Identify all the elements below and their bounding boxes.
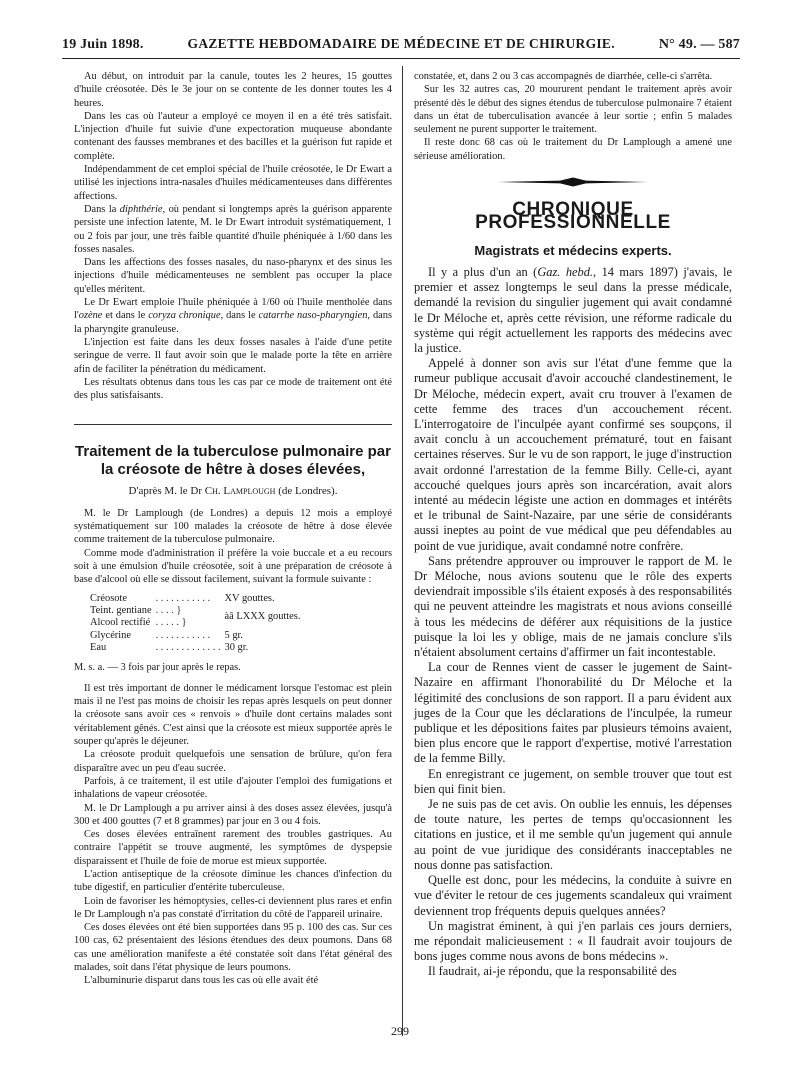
- paragraph: Appelé à donner son avis sur l'état d'une femme que la rumeur publique accusait d'avoir accouché clandestinement, le Dr Méloche, médecin expert, avait cru trouver à l'examen de cette femme des traces d'un accouchement récent. L'interrogatoire de l'inculpée ayant confirmé ses soupçons, il avait conclu à un accouchement prématuré, tout en faisant certaines réserves. Sur le vu de son rapport, le juge d'instruction avait ordonné l'arrestation de la femme Billy. Celle-ci, ayant accouché quelques jours après son incarcération, avait alors intenté au médecin légiste une action en dommages et intérêts et le tribunal de Saint-Nazaire, par une série de considérants aussi ineptes au point de vue médical que peu défendables au point de vue juridique, avait condamné notre confrère.: [414, 356, 732, 553]
- paragraph: Loin de favoriser les hémoptysies, celles-ci deviennent plus rares et enfin le Dr Lamplough n'a pas constaté d'irritation du côté de l'appareil urinaire.: [74, 895, 392, 920]
- column-divider: [402, 66, 403, 1036]
- left-column: [74, 70, 392, 988]
- paragraph: L'albuminurie disparut dans tous les cas où elle avait été: [84, 975, 319, 987]
- prescription-formula: Créosote . . . . . . . . . . . XV gouttes. Teint. gentiane . . . . } àâ LXXX gouttes. Alcool rectifié . . . . . } Glycérine . . . . . . . . . . . 5 gr. Eau . . . . . . . . . . . . . 30 gr.: [90, 592, 301, 654]
- issue-and-page: N° 49. — 587: [658, 37, 740, 52]
- article-body: [414, 265, 732, 980]
- quantity: 30 gr.: [224, 642, 249, 654]
- ingredient: Glycérine: [90, 629, 131, 641]
- page-number: 299: [391, 1024, 409, 1038]
- ingredient: Créosote: [90, 592, 127, 604]
- section-divider: [74, 424, 392, 425]
- paragraph: Sans prétendre approuver ou improuver le rapport de M. le Dr Méloche, nous avions soutenu que le rôle des experts deviendrait impossible s'ils étaient exposés à des responsabilités qui ne peuvent atteindre les magistrats et nous avions conseillé à tous les médecins de déférer aux réquisitions de la justice puisque la loi les y oblige, mais de ne jamais conclure s'ils n'étaient absolument certains d'affirmer un fait incontestable.: [414, 553, 732, 660]
- paragraph: Il est très important de donner le médicament lorsque l'estomac est plein mais il ne l'est pas moins de choisir les repas après lesquels on peut donner la créosote sans avoir ces « renvois » d'huile dont certains malades sont véritablement gênés. C'est ainsi que la créosote est mieux supportée après le souper qu'après le déjeuner.: [74, 682, 392, 748]
- paragraph: Parfois, à ce traitement, il est utile d'ajouter l'emploi des fumigations et inhalations de vapeur créosotée.: [74, 775, 392, 801]
- header-date: 19 Juin 1898.: [62, 37, 144, 52]
- paragraph: M. le Dr Lamplough a pu arriver ainsi à des doses assez élevées, jusqu'à 300 et 400 gouttes (7 et 8 grammes) par jour en 3 ou 4 fois.: [74, 802, 392, 827]
- paragraph: Il y a plus d'un an (Gaz. hebd., 14 mars 1897) j'avais, le premier et assez longtemps le seul dans la presse médicale, demandé la revision du singulier jugement qui avait condamné le Dr Méloche et, après cette révision, une réforme radicale du système qui régit actuellement les rapports des médecins avec la justice.: [414, 264, 732, 355]
- paragraph: constatée, et, dans 2 ou 3 cas accompagnés de diarrhée, celle-ci s'arrêta.: [414, 71, 713, 82]
- paragraph: Il faudrait, ai-je répondu, que la responsabilité des: [428, 964, 677, 979]
- paragraph: Ces doses élevées entraînent rarement des troubles gastriques. Au contraire l'appétit se trouve augmenté, les symptômes de dyspepsie disparaissent et l'huile de foie de morue est mieux supportée.: [74, 829, 392, 867]
- paragraph: L'action antiseptique de la créosote diminue les chances d'infection du tube digestif, en particulier d'entérite tuberculeuse.: [74, 868, 392, 894]
- paragraph: Sur les 32 autres cas, 20 moururent pendant le traitement après avoir présenté dès le début des signes étendus de tuberculose pulmonaire 7 étaient dans un état de tuberculisation avancée à leur sortie ; enfin 5 malades seulement ne purent supporter le traitement.: [414, 84, 732, 136]
- journal-title: GAZETTE HEBDOMADAIRE DE MÉDECINE ET DE CHIRURGIE.: [187, 36, 615, 51]
- paragraph: Je ne suis pas de cet avis. On oublie les ennuis, les dépenses de toute nature, les pertes de temps qu'occasionnent les citations en justice, et il me semble qu'un jugement qui annule au point de vue juridique des considérants inacceptables ne nous donne pas satisfaction.: [414, 797, 732, 872]
- article-title: Magistrats et médecins experts.: [474, 242, 672, 258]
- paragraph: Au début, on introduit par la canule, toutes les 2 heures, 15 gouttes d'huile créosotée. Dès le 3e jour on se contente de les donner toutes les 4 heures.: [74, 71, 392, 109]
- paragraph: L'injection est faite dans les deux fosses nasales à l'aide d'une petite seringue de verre. Il faut avoir soin que le malade porte la tête en arrière afin de faciliter la pénétration du médicament.: [74, 336, 392, 375]
- paragraph: Un magistrat éminent, à qui j'en parlais ces jours derniers, me répondait malicieusement : « Il faudrait avoir toujours de bons juges comme nous avons de bons médecins ».: [414, 918, 732, 964]
- quantity: àâ LXXX gouttes.: [224, 611, 301, 623]
- quantity: XV gouttes.: [224, 592, 275, 604]
- paragraph: La créosote produit quelquefois une sensation de brûlure, qu'on fera disparaître avec un peu d'eau sucrée.: [74, 749, 392, 774]
- byline: D'après M. le Dr Ch. Lamplough (de Londres).: [128, 485, 338, 498]
- paragraph: Comme mode d'administration il préfère la voie buccale et a eu recours soit à une émulsion d'huile créosotée, soit à une préparation de créosote à base d'alcool où elle se dissout facilement, suivant la formule suivante :: [74, 547, 392, 586]
- paragraph: Indépendamment de cet emploi spécial de l'huile créosotée, le Dr Ewart a utilisé les injections intra-nasales d'huiles médicamenteuses dans différentes affections.: [74, 164, 392, 202]
- chronique-heading: CHRONIQUE PROFESSIONNELLE: [475, 199, 671, 234]
- ornamental-divider-icon: [414, 177, 732, 187]
- paragraph: Dans les cas où l'auteur a employé ce moyen il en a été très satisfait. L'injection d'huile fut suivie d'une expectoration muqueuse abondante contenant des fausses membranes et des bacilles et la guérison fut rapide et complète.: [74, 110, 392, 162]
- paragraph: Les résultats obtenus dans tous les cas par ce mode de traitement ont été des plus satisfaisants.: [74, 376, 392, 402]
- dosage-note: M. s. a. — 3 fois par jour après le repas.: [74, 661, 241, 673]
- ingredient: Alcool rectifié: [90, 617, 151, 629]
- ingredient: Eau: [90, 642, 107, 654]
- paragraph: Quelle est donc, pour les médecins, la conduite à suivre en vue d'éviter le retour de ces jugements scandaleux qui vraiment deviennent trop fréquents depuis quelques années?: [414, 873, 732, 918]
- section-title: Traitement de la tuberculose pulmonaire par la créosote de hêtre à doses élevées,: [75, 443, 391, 479]
- paragraph: Le Dr Ewart emploie l'huile phéniquée à 1/60 où l'huile mentholée dans l'ozène et dans le coryza chronique, dans le catarrhe naso-pharyngien, dans la pharyngite granuleuse.: [74, 297, 392, 335]
- ingredient: Teint. gentiane: [90, 604, 152, 616]
- quantity: 5 gr.: [224, 629, 244, 641]
- header-rule: [62, 58, 740, 59]
- paragraph: Il reste donc 68 cas où le traitement du Dr Lamplough a amené une sérieuse amélioration.: [414, 137, 732, 162]
- paragraph: M. le Dr Lamplough (de Londres) a depuis 12 mois a employé systématiquement sur 100 malades la créosote de hêtre à dose élevée comme traitement de la tuberculose pulmonaire.: [74, 507, 392, 546]
- paragraph: En enregistrant ce jugement, on semble trouver que tout est bien qui finit bien.: [414, 766, 732, 796]
- paragraph: Dans la diphthérie, où pendant si longtemps après la guérison apparente persiste une infection latente, M. le Dr Ewart introduit systématiquement, 1 ou 2 fois par jour, une très faible quantité d'huile phéniquée à 1/60 dans les fosses nasales.: [74, 203, 392, 255]
- paragraph: Dans les affections des fosses nasales, du naso-pharynx et des sinus les injections d'huile médicamenteuses ne semblent pas occuper la place qu'elles méritent.: [74, 257, 392, 295]
- paragraph: La cour de Rennes vient de casser le jugement de Saint-Nazaire en affirmant l'honorabilité du Dr Méloche et la légitimité des conclusions de son rapport. Il a paru évident aux juges de la Cour que les déclarations de l'inculpée, la rumeur publique et les dépositions faites par plusieurs témoins avaient, bien plus encore que le rapport d'expertise, motivé l'arrestation de la femme Billy.: [414, 660, 732, 766]
- paragraph: Ces doses élevées ont été bien supportées dans 95 p. 100 des cas. Sur ces 100 cas, 62 présentaient des lésions étendues des deux poumons. Dans 68 cas une amélioration manifeste a été constatée soit dans l'état général des malades, soit dans l'état physique de leurs poumons.: [74, 922, 392, 974]
- right-column: [414, 70, 732, 980]
- running-head: [62, 36, 740, 53]
